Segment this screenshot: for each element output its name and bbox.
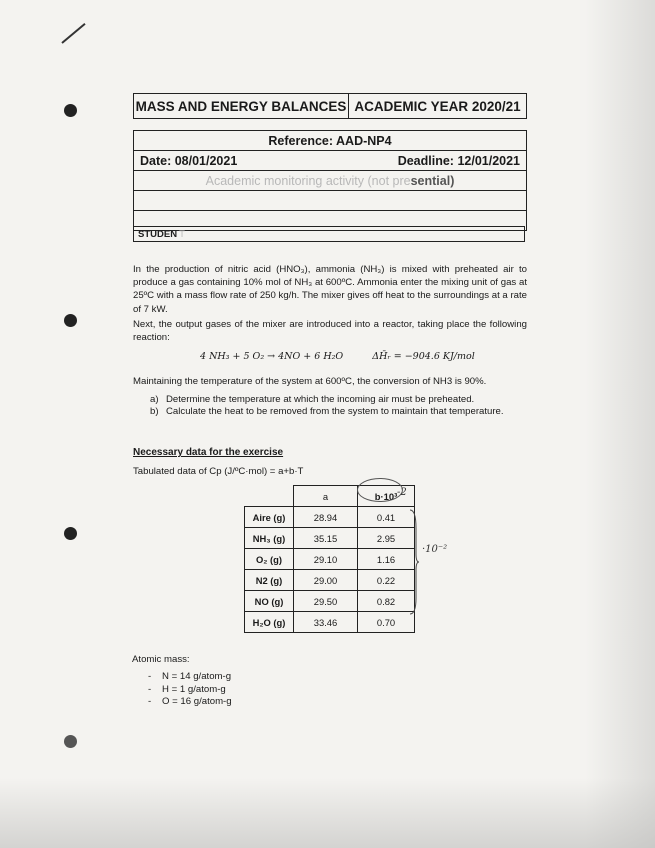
table-row: Aire (g) 28.94 0.41 (245, 507, 415, 528)
list-item: - N = 14 g/atom-g (148, 671, 232, 682)
conversion-text: Maintaining the temperature of the system at 600ºC, the conversion of NH3 is 90%. (133, 376, 487, 387)
punch-hole (64, 735, 77, 748)
reaction-enthalpy: ΔH̄ᵣ = −904.6 KJ/mol (372, 351, 475, 362)
info-box (133, 130, 527, 231)
atomic-mass-list (148, 671, 232, 709)
table-row: NO (g) 29.50 0.82 (245, 591, 415, 612)
question-item: b) Calculate the heat to be removed from the system to maintain that temperature. (150, 406, 504, 417)
academic-year: ACADEMIC YEAR 2020/21 (354, 98, 521, 114)
intro-paragraph: In the production of nitric acid (HNO₃), ammonia (NH₃) is mixed with preheated air to produce a gas containing 10% mol of NH₃ at 600ºC. Ammonia enter the mixing unit of gas at 25ºC with a mass flow rate of 250 kg/h. The mixer gives off heat to the surroundings at a rate of 7 kW. (133, 264, 527, 315)
deadline: Deadline: 12/01/2021 (397, 153, 520, 168)
handwritten-brace (408, 508, 420, 616)
date: Date: 08/01/2021 (140, 153, 238, 168)
punch-hole (64, 104, 77, 117)
table-row: H₂O (g) 33.46 0.70 (245, 612, 415, 633)
punch-hole (64, 527, 77, 540)
scan-shadow (585, 0, 655, 848)
course-header (133, 93, 527, 119)
activity-tail: sential) (410, 173, 455, 188)
cp-table (244, 485, 415, 633)
list-item: - O = 16 g/atom-g (148, 696, 232, 707)
column-header-a: a (294, 486, 358, 507)
empty-row (134, 191, 526, 211)
student-field (133, 226, 525, 242)
student-label: STUDEN (138, 228, 178, 240)
handwritten-exponent: -2 (397, 487, 407, 498)
list-item: - H = 1 g/atom-g (148, 683, 226, 695)
reaction-intro: Next, the output gases of the mixer are introduced into a reactor, taking place the following reaction: (133, 319, 527, 344)
student-faint: T (179, 228, 185, 240)
activity-faint: Academic monitoring activity (not pre (205, 173, 411, 188)
cp-table-title: Tabulated data of Cp (J/ºC·mol) = a+b·T (133, 466, 304, 477)
table-row: N2 (g) 29.00 0.22 (245, 570, 415, 591)
questions-list (150, 394, 530, 418)
question-item: a) Determine the temperature at which the incoming air must be preheated. (150, 394, 475, 405)
section-title: Necessary data for the exercise (133, 447, 284, 458)
table-row: NH₃ (g) 35.15 2.95 (245, 528, 415, 549)
activity-type (134, 171, 526, 191)
reaction: 4 NH₃ + 5 O₂ → 4NO + 6 H₂O (200, 351, 344, 362)
atomic-mass-title: Atomic mass: (132, 654, 190, 665)
table-row: O₂ (g) 29.10 1.16 (245, 549, 415, 570)
table-corner (245, 486, 294, 507)
column-header-b: b·10³ (358, 486, 415, 507)
pen-mark (61, 23, 85, 44)
dates-row (134, 151, 526, 171)
reference: Reference: AAD-NP4 (134, 131, 526, 151)
scan-shadow (0, 778, 655, 848)
reaction-equation (200, 351, 475, 362)
handwritten-note: ·10⁻² (422, 544, 448, 555)
course-title: MASS AND ENERGY BALANCES (134, 94, 349, 118)
punch-hole (64, 314, 77, 327)
